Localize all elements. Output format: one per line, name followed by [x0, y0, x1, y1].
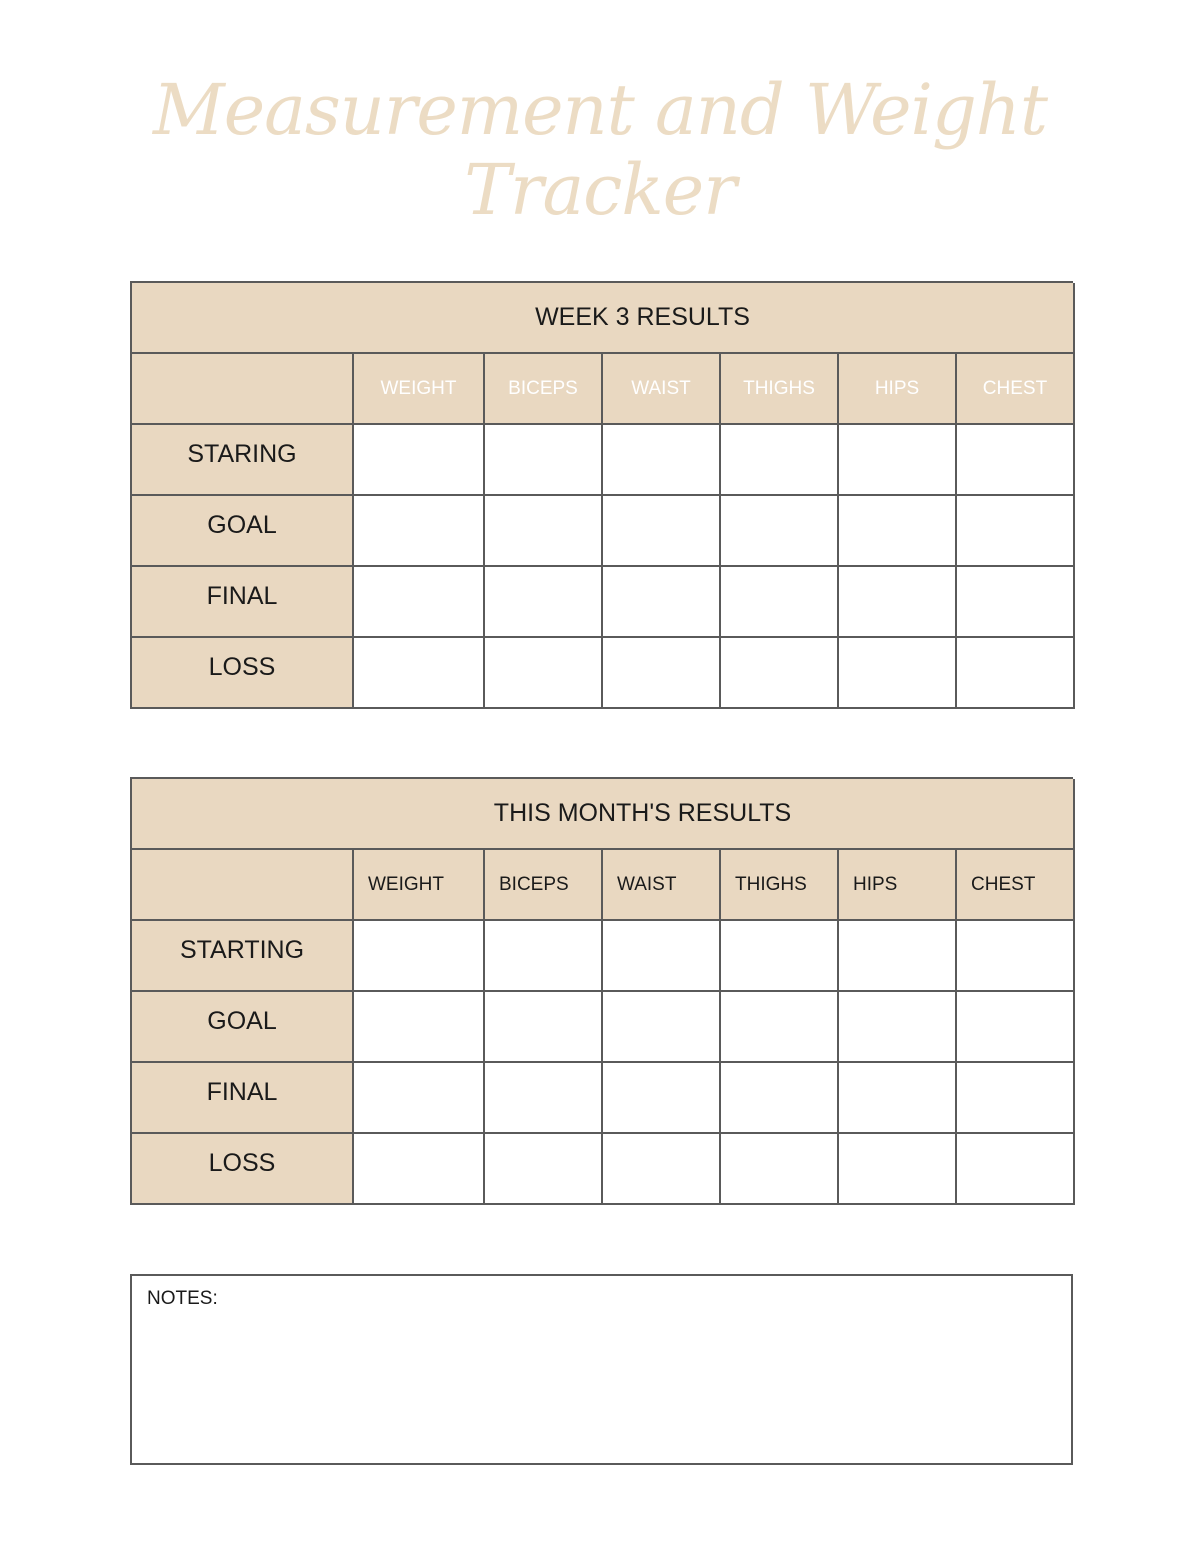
- table-caption: THIS MONTH'S RESULTS: [132, 779, 1075, 850]
- row-header-loss: LOSS: [132, 1134, 354, 1205]
- column-header-weight: WEIGHT: [354, 354, 485, 425]
- input-cell[interactable]: [721, 638, 839, 709]
- input-cell[interactable]: [354, 1063, 485, 1134]
- row-header-loss: LOSS: [132, 638, 354, 709]
- input-cell[interactable]: [485, 425, 603, 496]
- input-cell[interactable]: [485, 921, 603, 992]
- input-cell[interactable]: [354, 638, 485, 709]
- input-cell[interactable]: [721, 1134, 839, 1205]
- input-cell[interactable]: [957, 425, 1075, 496]
- input-cell[interactable]: [485, 1134, 603, 1205]
- column-header-hips: HIPS: [839, 850, 957, 921]
- week-results-table: [130, 281, 1073, 709]
- row-header-final: FINAL: [132, 1063, 354, 1134]
- input-cell[interactable]: [485, 638, 603, 709]
- corner-cell: [132, 850, 354, 921]
- input-cell[interactable]: [839, 425, 957, 496]
- input-cell[interactable]: [957, 496, 1075, 567]
- input-cell[interactable]: [721, 921, 839, 992]
- month-results-table: [130, 777, 1073, 1205]
- input-cell[interactable]: [721, 567, 839, 638]
- input-cell[interactable]: [839, 1134, 957, 1205]
- input-cell[interactable]: [721, 992, 839, 1063]
- column-header-weight: WEIGHT: [354, 850, 485, 921]
- input-cell[interactable]: [603, 638, 721, 709]
- input-cell[interactable]: [603, 1134, 721, 1205]
- input-cell[interactable]: [721, 496, 839, 567]
- title-line-1: Measurement and Weight: [153, 69, 1047, 151]
- row-header-starting: STARTING: [132, 921, 354, 992]
- column-header-waist: WAIST: [603, 354, 721, 425]
- input-cell[interactable]: [354, 425, 485, 496]
- input-cell[interactable]: [485, 992, 603, 1063]
- input-cell[interactable]: [354, 921, 485, 992]
- input-cell[interactable]: [603, 496, 721, 567]
- table-caption: WEEK 3 RESULTS: [132, 283, 1075, 354]
- input-cell[interactable]: [485, 567, 603, 638]
- input-cell[interactable]: [839, 638, 957, 709]
- column-header-thighs: THIGHS: [721, 850, 839, 921]
- input-cell[interactable]: [957, 638, 1075, 709]
- input-cell[interactable]: [839, 992, 957, 1063]
- notes-box[interactable]: [130, 1274, 1073, 1465]
- column-header-biceps: BICEPS: [485, 850, 603, 921]
- column-header-thighs: THIGHS: [721, 354, 839, 425]
- input-cell[interactable]: [603, 425, 721, 496]
- input-cell[interactable]: [839, 567, 957, 638]
- input-cell[interactable]: [957, 921, 1075, 992]
- input-cell[interactable]: [603, 567, 721, 638]
- input-cell[interactable]: [485, 1063, 603, 1134]
- input-cell[interactable]: [839, 1063, 957, 1134]
- title-line-2: Tracker: [464, 149, 736, 231]
- corner-cell: [132, 354, 354, 425]
- page-title: [0, 70, 1200, 230]
- input-cell[interactable]: [957, 567, 1075, 638]
- input-cell[interactable]: [839, 921, 957, 992]
- notes-label: NOTES:: [147, 1288, 218, 1309]
- input-cell[interactable]: [839, 496, 957, 567]
- input-cell[interactable]: [354, 496, 485, 567]
- column-header-biceps: BICEPS: [485, 354, 603, 425]
- input-cell[interactable]: [957, 992, 1075, 1063]
- column-header-waist: WAIST: [603, 850, 721, 921]
- input-cell[interactable]: [957, 1134, 1075, 1205]
- input-cell[interactable]: [957, 1063, 1075, 1134]
- input-cell[interactable]: [603, 1063, 721, 1134]
- input-cell[interactable]: [603, 921, 721, 992]
- input-cell[interactable]: [721, 1063, 839, 1134]
- column-header-chest: CHEST: [957, 354, 1075, 425]
- row-header-starting: STARING: [132, 425, 354, 496]
- column-header-chest: CHEST: [957, 850, 1075, 921]
- input-cell[interactable]: [603, 992, 721, 1063]
- input-cell[interactable]: [354, 567, 485, 638]
- column-header-hips: HIPS: [839, 354, 957, 425]
- row-header-goal: GOAL: [132, 496, 354, 567]
- row-header-final: FINAL: [132, 567, 354, 638]
- input-cell[interactable]: [354, 992, 485, 1063]
- input-cell[interactable]: [354, 1134, 485, 1205]
- input-cell[interactable]: [485, 496, 603, 567]
- input-cell[interactable]: [721, 425, 839, 496]
- row-header-goal: GOAL: [132, 992, 354, 1063]
